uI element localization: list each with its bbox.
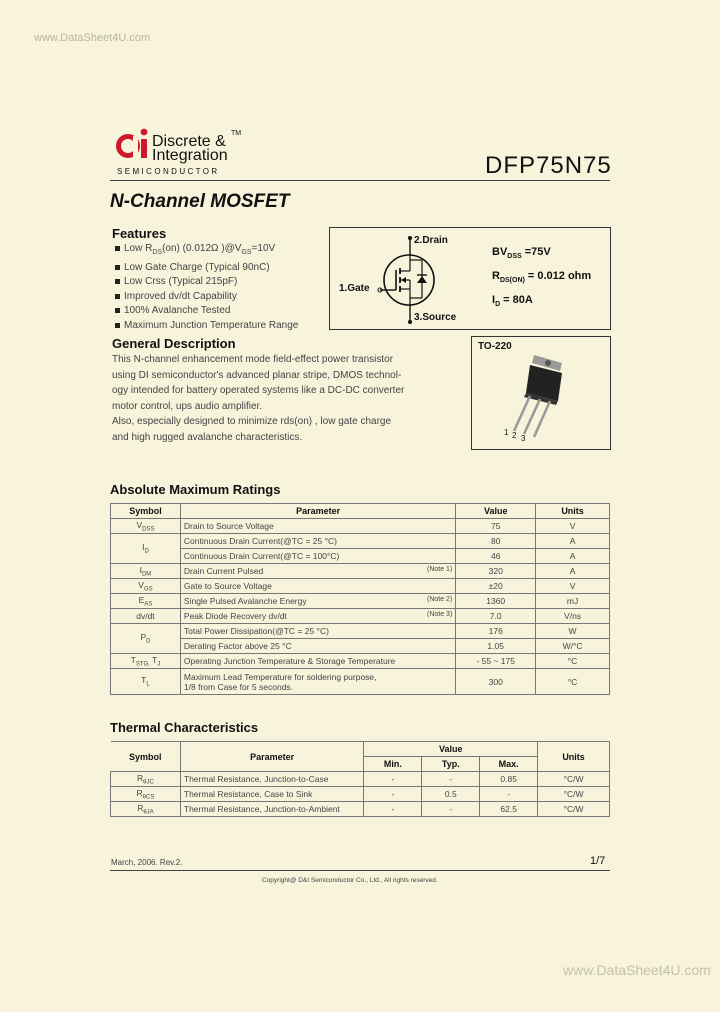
brand-sub: SEMICONDUCTOR [117, 167, 220, 176]
amr-symbol: $V_{GS}$ [111, 579, 181, 594]
table-row [111, 609, 610, 624]
thermal-header-cell: Units [538, 742, 610, 772]
description-body [112, 352, 412, 445]
pin-3-label: 3 [521, 434, 526, 443]
amr-unit: °C [536, 654, 610, 669]
description-line: Also, especially designed to minimize rds(on) , low gate charge [112, 416, 392, 427]
thermal-min: - [364, 802, 422, 817]
thermal-param: Thermal Resistance, Junction-to-Case [180, 772, 364, 787]
amr-symbol: $I_{DM}$ [111, 564, 181, 579]
thermal-header-row [111, 742, 610, 757]
thermal-unit: °C/W [538, 772, 610, 787]
brand-line2: Integration [152, 147, 228, 164]
pin-1-label: 1 [504, 428, 509, 437]
features-heading: Features [112, 226, 167, 241]
amr-value: 300 [456, 669, 536, 695]
page-number: 1/7 [590, 855, 606, 867]
thermal-max: - [480, 787, 538, 802]
footer-rule [110, 870, 610, 871]
spec-rdson: $R_{DS(ON)} = 0.012$ ohm [492, 270, 592, 285]
thermal-symbol: $R_{\theta CS}$ [111, 787, 181, 802]
amr-value: 46 [456, 549, 536, 564]
table-row [111, 654, 610, 669]
amr-symbol: $P_D$ [111, 624, 181, 654]
amr-heading: Absolute Maximum Ratings [110, 482, 281, 497]
amr-unit: mJ [536, 594, 610, 609]
amr-param-cell [180, 564, 455, 579]
amr-unit: A [536, 564, 610, 579]
thermal-unit: °C/W [538, 802, 610, 817]
header-rule [110, 180, 610, 181]
to220-package-icon [496, 349, 586, 443]
table-row [111, 594, 610, 609]
source-label: 3.Source [414, 312, 457, 323]
amr-header-cell: Parameter [180, 504, 455, 519]
feature-item: Improved dv/dt Capability [114, 290, 298, 305]
table-row [111, 639, 610, 654]
amr-unit: A [536, 549, 610, 564]
brand-logo [116, 128, 152, 163]
description-line: using DI semiconductor's advanced planar stripe, DMOS technol- [112, 369, 402, 381]
thermal-table [110, 741, 610, 817]
spec-bvdss: $BV_{DSS} =75V$ [492, 246, 551, 261]
watermark-top: www.DataSheet4U.com [34, 32, 151, 44]
description-line: motor control, ups audio amplifier. [112, 400, 263, 412]
amr-header-cell: Symbol [111, 504, 181, 519]
amr-unit: V [536, 579, 610, 594]
table-row [111, 534, 610, 549]
amr-param: Derating Factor above 25 °C [180, 639, 455, 654]
amr-param: Continuous Drain Current(@TC = 100°C) [180, 549, 455, 564]
amr-param-cell [180, 669, 455, 695]
description-line: and high rugged avalanche characteristics. [112, 431, 303, 443]
thermal-typ: - [422, 772, 480, 787]
feature-item: Low Gate Charge (Typical 90nC) [114, 261, 298, 276]
amr-param: Drain to Source Voltage [180, 519, 455, 534]
description-line: ogy intended for battery operated systems like a DC-DC converter [112, 385, 405, 396]
amr-value: ±20 [456, 579, 536, 594]
thermal-symbol: $R_{\theta JA}$ [111, 802, 181, 817]
amr-note: (Note 3) [426, 611, 453, 618]
amr-symbol: $E_{AS}$ [111, 594, 181, 609]
amr-unit: W/°C [536, 639, 610, 654]
footer-copyright: Copyright@ D&I Semiconductor Co., Ltd., All rights reserved. [262, 877, 438, 884]
amr-param: Single Pulsed Avalanche Energy [183, 596, 307, 606]
amr-symbol: $I_D$ [111, 534, 181, 564]
table-row [111, 579, 610, 594]
thermal-min: - [364, 787, 422, 802]
amr-unit: W [536, 624, 610, 639]
amr-param: Total Power Dissipation(@TC = 25 °C) [180, 624, 455, 639]
amr-value: 75 [456, 519, 536, 534]
amr-param-cell [180, 609, 455, 624]
thermal-max: 62.5 [480, 802, 538, 817]
amr-unit: V [536, 519, 610, 534]
amr-symbol: $V_{DSS}$ [111, 519, 181, 534]
amr-note: (Note 2) [426, 596, 453, 603]
amr-value: - 55 ~ 175 [456, 654, 536, 669]
amr-value: 7.0 [456, 609, 536, 624]
amr-note: (Note 1) [426, 566, 453, 573]
amr-value: 80 [456, 534, 536, 549]
thermal-typ: - [422, 802, 480, 817]
thermal-typ: 0.5 [422, 787, 480, 802]
amr-header-cell: Units [536, 504, 610, 519]
table-row [111, 787, 610, 802]
table-row [111, 802, 610, 817]
amr-param: Operating Junction Temperature & Storage Temperature [180, 654, 455, 669]
table-row [111, 564, 610, 579]
gate-label: 1.Gate [339, 283, 370, 294]
thermal-param: Thermal Resistance, Case to Sink [180, 787, 364, 802]
thermal-header-cell: Parameter [180, 742, 364, 772]
spec-id: $I_D = 80A$ [492, 294, 533, 309]
amr-param: Continuous Drain Current(@TC = 25 °C) [180, 534, 455, 549]
page-title: N-Channel MOSFET [110, 191, 290, 212]
amr-param: Gate to Source Voltage [180, 579, 455, 594]
feature-item: Low $R_{DS}(on)$ (0.012Ω )$@V_{GS}=10V$ [114, 242, 298, 261]
package-box [471, 336, 611, 450]
thermal-header-cell: Min. [364, 757, 422, 772]
amr-param-cell [180, 594, 455, 609]
amr-value: 1.05 [456, 639, 536, 654]
thermal-symbol: $R_{\theta JC}$ [111, 772, 181, 787]
amr-param: Drain Current Pulsed [183, 566, 264, 576]
amr-header-cell: Value [456, 504, 536, 519]
table-row [111, 772, 610, 787]
amr-unit: A [536, 534, 610, 549]
package-name: TO-220 [478, 341, 512, 352]
di-logo-icon [116, 128, 152, 158]
description-heading: General Description [112, 336, 236, 351]
brand-tm: TM [231, 130, 242, 137]
features-list [114, 242, 298, 333]
amr-param: Peak Diode Recovery dv/dt [183, 611, 287, 621]
amr-table [110, 503, 610, 695]
feature-item: 100% Avalanche Tested [114, 304, 298, 319]
amr-symbol: dv/dt [111, 609, 181, 624]
pin-2-label: 2 [512, 431, 517, 440]
amr-symbol: $T_{STG,}$ $T_J$ [111, 654, 181, 669]
part-number: DFP75N75 [485, 152, 612, 179]
amr-unit: V/ns [536, 609, 610, 624]
table-row [111, 549, 610, 564]
thermal-max: 0.85 [480, 772, 538, 787]
amr-param: Maximum Lead Temperature for soldering purpose, [183, 671, 377, 682]
drain-label: 2.Drain [414, 235, 448, 246]
description-line: This N-channel enhancement mode field-effect power transistor [112, 354, 394, 365]
amr-value: 320 [456, 564, 536, 579]
amr-value: 1360 [456, 594, 536, 609]
amr-header-row [111, 504, 610, 519]
thermal-header-cell: Max. [480, 757, 538, 772]
amr-param-line2: 1/8 from Case for 5 seconds. [183, 681, 294, 692]
symbol-box [329, 227, 611, 330]
thermal-header-cell: Typ. [422, 757, 480, 772]
thermal-heading: Thermal Characteristics [110, 720, 259, 735]
table-row [111, 669, 610, 695]
thermal-min: - [364, 772, 422, 787]
table-row [111, 624, 610, 639]
footer-date: March, 2006. Rev.2. [111, 858, 183, 867]
brand-line1: Discrete & [152, 133, 226, 150]
feature-item: Maximum Junction Temperature Range [114, 319, 298, 334]
thermal-header-cell: Symbol [111, 742, 181, 772]
table-row [111, 519, 610, 534]
watermark-bottom: www.DataSheet4U.com [563, 962, 711, 978]
feature-item: Low Crss (Typical 215pF) [114, 275, 298, 290]
amr-symbol: $T_L$ [111, 669, 181, 695]
amr-value: 176 [456, 624, 536, 639]
amr-unit: °C [536, 669, 610, 695]
thermal-param: Thermal Resistance, Junction-to-Ambient [180, 802, 364, 817]
thermal-header-cell: Value [364, 742, 538, 757]
thermal-unit: °C/W [538, 787, 610, 802]
